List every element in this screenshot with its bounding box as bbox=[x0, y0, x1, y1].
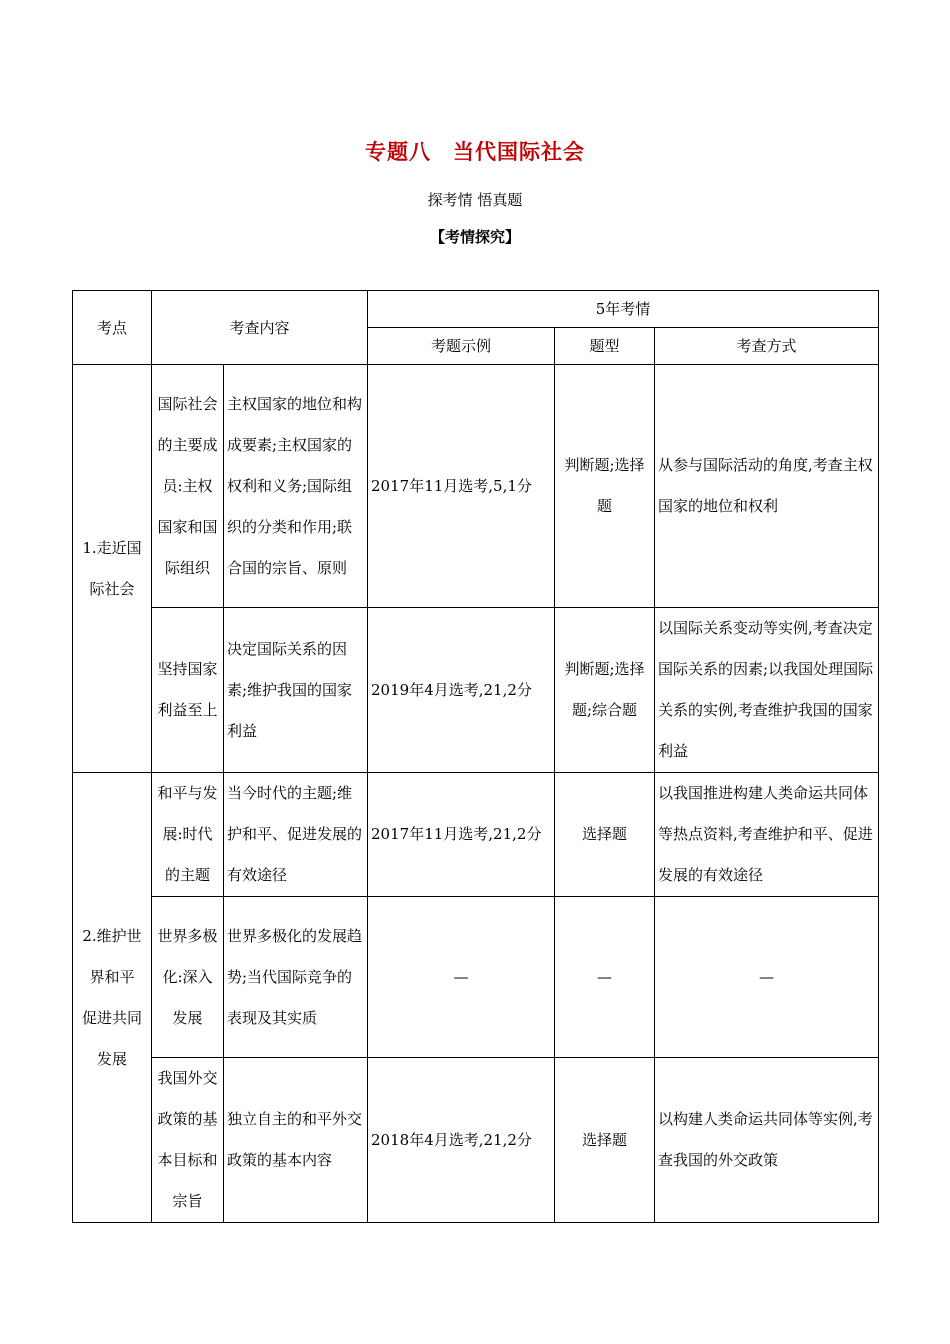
kaodian-cell: 2.维护世界和平 促进共同发展 bbox=[73, 773, 152, 1223]
example-cell: 2019年4月选考,21,2分 bbox=[368, 608, 555, 773]
page-title: 专题八 当代国际社会 bbox=[365, 140, 585, 164]
type-cell: — bbox=[555, 897, 655, 1058]
example-cell: — bbox=[368, 897, 555, 1058]
example-cell: 2017年11月选考,5,1分 bbox=[368, 365, 555, 608]
type-cell: 判断题;选择题 bbox=[555, 365, 655, 608]
table-row bbox=[73, 608, 879, 773]
method-cell: — bbox=[655, 897, 879, 1058]
table-row bbox=[73, 1058, 879, 1223]
header-kaodian: 考点 bbox=[73, 291, 152, 365]
kaodian-cell: 1.走近国际社会 bbox=[73, 365, 152, 773]
content-cell: 当今时代的主题;维护和平、促进发展的有效途径 bbox=[224, 773, 368, 897]
topic-cell: 我国外交政策的基本目标和宗旨 bbox=[152, 1058, 224, 1223]
table-row bbox=[73, 897, 879, 1058]
method-cell: 以我国推进构建人类命运共同体等热点资料,考查维护和平、促进发展的有效途径 bbox=[655, 773, 879, 897]
type-cell: 判断题;选择题;综合题 bbox=[555, 608, 655, 773]
method-cell: 从参与国际活动的角度,考查主权国家的地位和权利 bbox=[655, 365, 879, 608]
type-cell: 选择题 bbox=[555, 1058, 655, 1223]
content-cell: 决定国际关系的因素;维护我国的国家利益 bbox=[224, 608, 368, 773]
table-row bbox=[73, 773, 879, 897]
page-subtitle: 探考情 悟真题 bbox=[427, 191, 523, 209]
header-example: 考题示例 bbox=[368, 328, 555, 365]
example-cell: 2018年4月选考,21,2分 bbox=[368, 1058, 555, 1223]
method-cell: 以构建人类命运共同体等实例,考查我国的外交政策 bbox=[655, 1058, 879, 1223]
example-cell: 2017年11月选考,21,2分 bbox=[368, 773, 555, 897]
method-cell: 以国际关系变动等实例,考查决定国际关系的因素;以我国处理国际关系的实例,考查维护我国的国家利益 bbox=[655, 608, 879, 773]
topic-cell: 国际社会的主要成员:主权国家和国际组织 bbox=[152, 365, 224, 608]
exam-analysis-table bbox=[72, 290, 879, 1223]
content-cell: 世界多极化的发展趋势;当代国际竞争的表现及其实质 bbox=[224, 897, 368, 1058]
topic-cell: 坚持国家利益至上 bbox=[152, 608, 224, 773]
section-heading: 【考情探究】 bbox=[429, 228, 520, 246]
header-method: 考查方式 bbox=[655, 328, 879, 365]
header-type: 题型 bbox=[555, 328, 655, 365]
content-cell: 主权国家的地位和构成要素;主权国家的权利和义务;国际组织的分类和作用;联合国的宗旨、原则 bbox=[224, 365, 368, 608]
table-row bbox=[73, 365, 879, 608]
header-kaocha-neirong: 考查内容 bbox=[152, 291, 368, 365]
type-cell: 选择题 bbox=[555, 773, 655, 897]
topic-cell: 和平与发展:时代的主题 bbox=[152, 773, 224, 897]
header-five-year: 5年考情 bbox=[368, 291, 879, 328]
topic-cell: 世界多极化:深入发展 bbox=[152, 897, 224, 1058]
content-cell: 独立自主的和平外交政策的基本内容 bbox=[224, 1058, 368, 1223]
